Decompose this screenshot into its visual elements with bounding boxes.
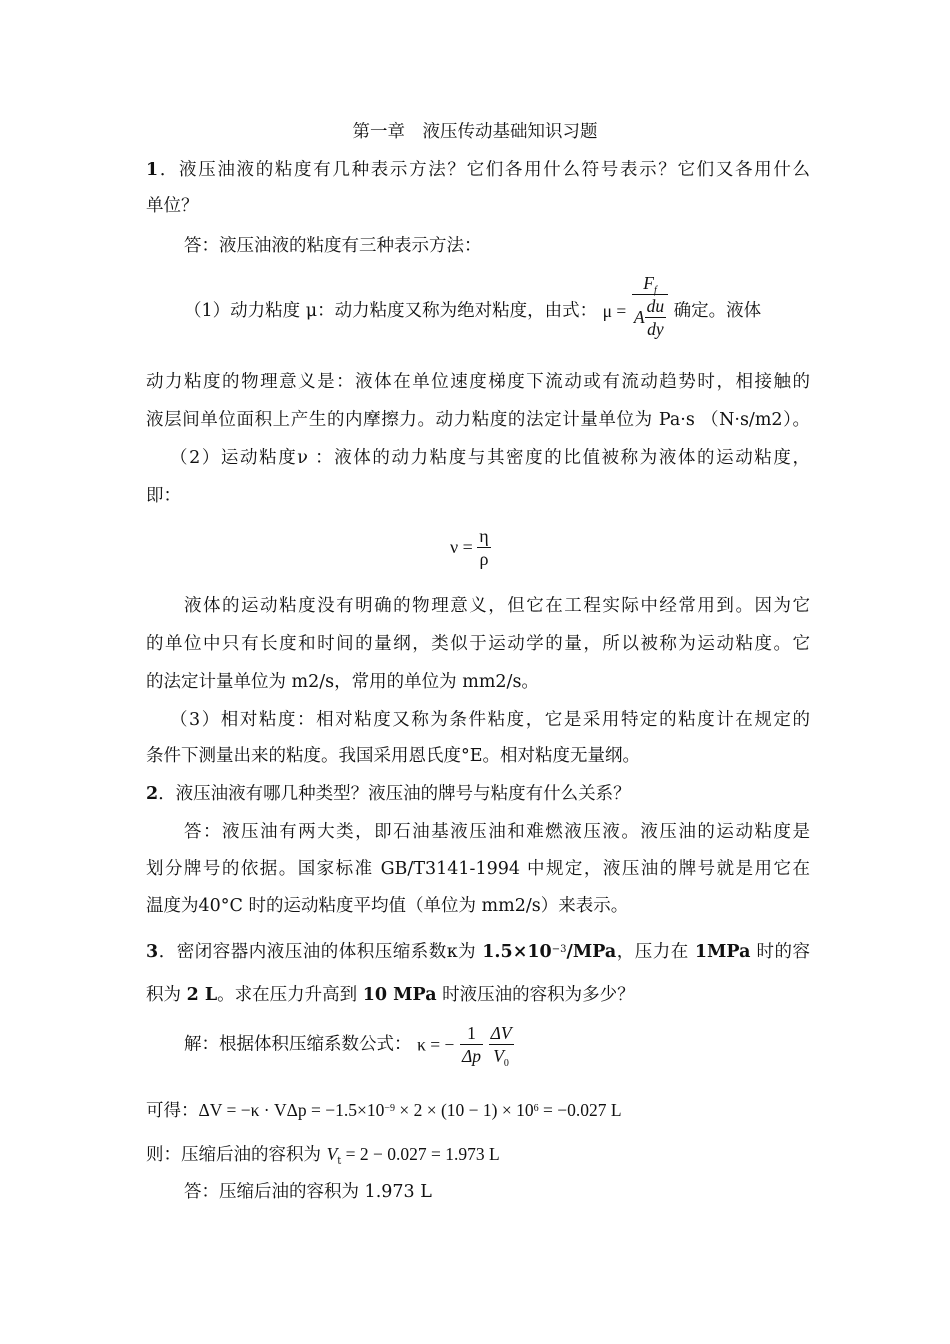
calculation-line: 可得：$\Delta V = -\kappa \cdot V\Delta p = -1.5\times 10^{-9} \times 2 \times (10 - 1) \times 10^6 = -0.027$ L xyxy=(146,1100,622,1121)
question-2-number: 2 xyxy=(146,784,159,804)
solution-formula-line: 解：根据体积压缩系数公式： κ = − $\frac{1}{\Delta p}$ $\frac{\Delta V}{V_0}$ xyxy=(184,1023,512,1069)
question-1-line-1: 1．液压油液的粘度有几种表示方法？它们各用什么符号表示？它们又各用什么 xyxy=(146,160,810,180)
mu-equals: μ = xyxy=(602,301,627,321)
question-3-line-1: 3．密闭容器内液压油的体积压缩系数κ为 $1.5\times 10^{-3}$/MPa，压力在 1MPa 时的容 xyxy=(146,942,811,962)
dynamic-viscosity-meaning-2: 液层间单位面积上产生的内摩擦力。动力粘度的法定计量单位为 Pa·s （N·s/m2）。 xyxy=(146,410,810,430)
chapter-title: 第一章 液压传动基础知识习题 xyxy=(352,122,598,142)
answer-1-intro: 答：液压油液的粘度有三种表示方法： xyxy=(184,236,482,256)
answer-2-line-2: 划分牌号的依据。国家标准 GB/T3141-1994 中规定，液压油的牌号就是用它在 xyxy=(146,859,810,879)
question-3-line-2: 积为 2 L。求在压力升高到 10 MPa 时液压油的容积为多少？ xyxy=(146,985,635,1005)
dynamic-viscosity-line: （1）动力粘度 μ：动力粘度又称为绝对粘度，由式： μ = $F_f$ A $\frac{du}{dy}$ 确定。液体 xyxy=(184,273,762,339)
kinematic-viscosity-line-2: 即： xyxy=(146,486,181,506)
kinematic-viscosity-line-4: 的单位中只有长度和时间的量纲，类似于运动学的量，所以被称为运动粘度。它 xyxy=(146,634,810,654)
question-2: 2．液压油液有哪几种类型？液压油的牌号与粘度有什么关系？ xyxy=(146,784,631,804)
relative-viscosity-line-1: （3）相对粘度：相对粘度又称为条件粘度，它是采用特定的粘度计在规定的 xyxy=(170,710,810,730)
kinematic-viscosity-formula: ν = $\frac{\eta}{\rho}$ xyxy=(450,526,489,569)
kinematic-viscosity-line-5: 的法定计量单位为 m2/s，常用的单位为 mm2/s。 xyxy=(146,672,539,692)
compressibility-fraction-1: $\frac{1}{\Delta p}$ xyxy=(461,1023,481,1066)
answer-2-line-3: 温度为40°C 时的运动粘度平均值（单位为 mm2/s）来表示。 xyxy=(146,896,629,916)
compressibility-fraction-2: $\frac{\Delta V}{V_0}$ xyxy=(490,1023,512,1069)
relative-viscosity-line-2: 条件下测量出来的粘度。我国采用恩氏度°E。相对粘度无量纲。 xyxy=(146,746,641,766)
dynamic-viscosity-formula: $F_f$ A $\frac{du}{dy}$ xyxy=(632,272,668,340)
final-answer: 答：压缩后油的容积为 1.973 L xyxy=(184,1182,432,1202)
question-3-number: 3 xyxy=(146,942,159,962)
kinematic-viscosity-line-3: 液体的运动粘度没有明确的物理意义，但它在工程实际中经常用到。因为它 xyxy=(184,596,810,616)
kinematic-viscosity-line-1: （2）运动粘度ν ：液体的动力粘度与其密度的比值被称为液体的运动粘度， xyxy=(170,448,810,468)
question-1-line-2: 单位？ xyxy=(146,196,199,216)
result-line: 则：压缩后油的容积为 $V_t = 2 - 0.027 = 1.973$ L xyxy=(146,1144,500,1167)
question-1-number: 1 xyxy=(146,160,159,180)
dynamic-viscosity-meaning-1: 动力粘度的物理意义是：液体在单位速度梯度下流动或有流动趋势时，相接触的 xyxy=(146,372,810,392)
answer-2-line-1: 答：液压油有两大类，即石油基液压油和难燃液压液。液压油的运动粘度是 xyxy=(184,822,810,842)
